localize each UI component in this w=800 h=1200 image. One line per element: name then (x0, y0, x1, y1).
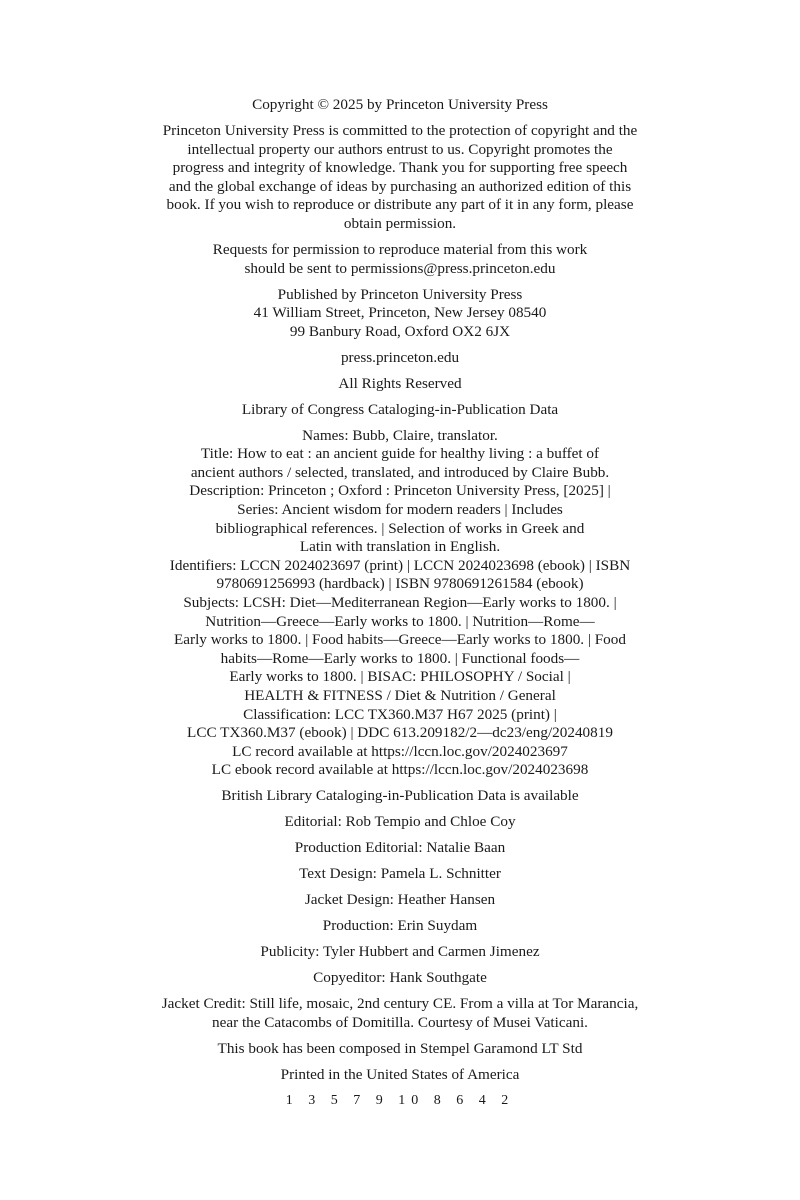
all-rights-reserved: All Rights Reserved (338, 374, 462, 392)
cip-line: Description: Princeton ; Oxford : Princeton University Press, [2025] | (189, 482, 611, 500)
composition-block (0, 1040, 800, 1059)
cip-line: Title: How to eat : an ancient guide for healthy living : a buffet of (200, 445, 600, 463)
credit-line: Production Editorial: Natalie Baan (294, 839, 506, 857)
printing-line-block (0, 1092, 800, 1111)
cip-line: Latin with translation in English. (299, 538, 501, 556)
statement-line: progress and integrity of knowledge. Thank you for supporting free speech (172, 159, 628, 177)
jacket-credit-line: Jacket Credit: Still life, mosaic, 2nd century CE. From a villa at Tor Marancia, (161, 995, 639, 1013)
cip-line: Series: Ancient wisdom for modern readers | Includes (237, 501, 563, 519)
cip-line: LCC TX360.M37 (ebook) | DDC 613.209182/2—dc23/eng/20240819 (187, 724, 613, 742)
cip-line: LC record available at https://lccn.loc.gov/2024023697 (232, 742, 568, 760)
cip-line: Subjects: LCSH: Diet—Mediterranean Region—Early works to 1800. | (183, 593, 617, 611)
credit-line: Text Design: Pamela L. Schnitter (299, 865, 501, 883)
printed-block (0, 1066, 800, 1085)
permissions-line: Requests for permission to reproduce material from this work (212, 240, 588, 258)
publisher-line: 41 William Street, Princeton, New Jersey 08540 (253, 304, 547, 322)
cip-line: Early works to 1800. | BISAC: PHILOSOPHY / Social | (229, 668, 571, 686)
british-library-block (0, 787, 800, 806)
jacket-credit (0, 995, 800, 1032)
credit-production-editorial (0, 839, 800, 858)
rights-block (0, 375, 800, 394)
credit-line: Publicity: Tyler Hubbert and Carmen Jimenez (260, 943, 540, 961)
cip-line: Early works to 1800. | Food habits—Greece—Early works to 1800. | Food (174, 631, 626, 649)
cip-line: Names: Bubb, Claire, translator. (302, 426, 498, 444)
cip-heading-block (0, 401, 800, 420)
permissions-request (0, 241, 800, 278)
credit-jacket-design (0, 891, 800, 910)
credit-line: Production: Erin Suydam (322, 917, 478, 935)
cip-heading: Library of Congress Cataloging-in-Publication Data (241, 400, 559, 418)
statement-line: intellectual property our authors entrust to us. Copyright promotes the (187, 140, 613, 158)
publisher-line: 99 Banbury Road, Oxford OX2 6JX (289, 322, 511, 340)
cip-line: Classification: LCC TX360.M37 H67 2025 (print) | (243, 705, 557, 723)
credit-text-design (0, 865, 800, 884)
credit-line: Copyeditor: Hank Southgate (313, 969, 487, 987)
statement-line: obtain permission. (343, 214, 457, 232)
copyright-notice: Copyright © 2025 by Princeton University Press (252, 96, 548, 113)
cip-record (0, 427, 800, 780)
statement-line: and the global exchange of ideas by purchasing an authorized edition of this (168, 177, 632, 195)
credit-editorial (0, 813, 800, 832)
website-block (0, 349, 800, 368)
printing-number-line: 1 3 5 7 9 10 8 6 4 2 (285, 1092, 515, 1108)
cip-line: HEALTH & FITNESS / Diet & Nutrition / General (244, 686, 556, 704)
credit-line: Editorial: Rob Tempio and Chloe Coy (284, 813, 516, 831)
publisher-website: press.princeton.edu (340, 348, 460, 366)
credit-publicity (0, 943, 800, 962)
publisher-line: Published by Princeton University Press (277, 285, 523, 303)
cip-line: Identifiers: LCCN 2024023697 (print) | LCCN 2024023698 (ebook) | ISBN (169, 556, 631, 574)
credit-copyeditor (0, 969, 800, 988)
cip-line: ancient authors / selected, translated, and introduced by Claire Bubb. (190, 463, 610, 481)
composition-note: This book has been composed in Stempel Garamond LT Std (217, 1039, 583, 1057)
cip-line: LC ebook record available at https://lccn.loc.gov/2024023698 (211, 761, 589, 779)
publisher-address (0, 286, 800, 342)
cip-line: bibliographical references. | Selection of works in Greek and (215, 519, 585, 537)
credit-line: Jacket Design: Heather Hansen (304, 891, 496, 909)
copyright-statement (0, 122, 800, 234)
british-library-note: British Library Cataloging-in-Publication Data is available (221, 787, 579, 805)
statement-line: book. If you wish to reproduce or distribute any part of it in any form, please (166, 196, 634, 214)
copyright-notice-block (0, 96, 800, 115)
cip-line: Nutrition—Greece—Early works to 1800. | Nutrition—Rome— (205, 612, 595, 630)
printed-in-note: Printed in the United States of America (280, 1065, 520, 1083)
credit-production (0, 917, 800, 936)
cip-line: 9780691256993 (hardback) | ISBN 9780691261584 (ebook) (216, 575, 584, 593)
jacket-credit-line: near the Catacombs of Domitilla. Courtesy of Musei Vaticani. (212, 1013, 588, 1031)
statement-line: Princeton University Press is committed to the protection of copyright and the (162, 121, 638, 139)
copyright-page (0, 96, 800, 1118)
cip-line: habits—Rome—Early works to 1800. | Functional foods— (220, 649, 580, 667)
permissions-line: should be sent to permissions@press.princeton.edu (244, 259, 556, 277)
